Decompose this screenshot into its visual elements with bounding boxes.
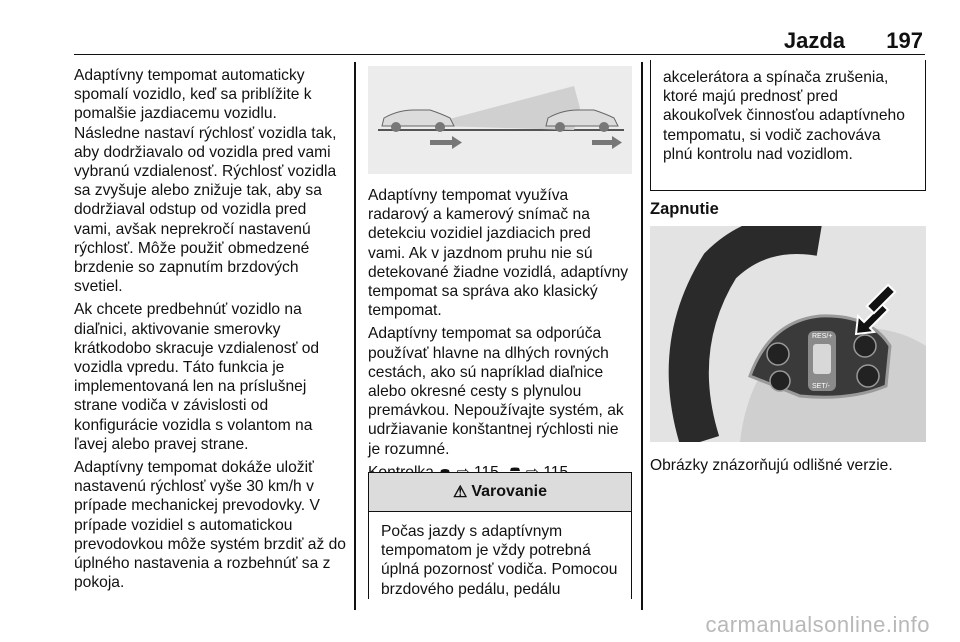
cancel-button [770,371,790,391]
warning-icon: ⚠ [453,484,468,501]
page-number: 197 [886,28,923,53]
zapnutie-heading [650,200,926,219]
distance-button [767,343,789,365]
note-text: akcelerátora a spínača zrušenia, ktoré majú prednosť pred akoukoľvek činnosťou adaptívneho tempomatu, si vodič zachováva plnú kontrolu nad vozidlom. [663,69,905,163]
paragraph: Adaptívny tempomat sa odporúča používať hlavne na dlhých rovných cestách, ako sú napríklad diaľnice alebo okresné cesty s plynulou premávkou. Nepoužívajte systém, ak udržiavanie konštantnej rýchlosti nie je rozumné. [368,325,624,458]
paragraph: Adaptívny tempomat automaticky spomalí vozidlo, keď sa priblížite k pomalšie jazdiacemu vozidlu. Následne nastaví rýchlosť vozidla tak, aby dodržiavalo od vozidla pred vami vybranú vzdialenosť. Rýchlosť vozidla sa zvyšuje alebo znižuje tak, aby sa dodržiaval odstup od vozidla pred vami, avšak neprekročí nastavenú rýchlosť. Môže použiť obmedzené brzdenie so zapnutím brzdových svetiel. [74,67,337,296]
acc-button [854,335,876,357]
warning-title: Varovanie [471,483,547,500]
column-divider [641,62,643,610]
paragraph: Ak chcete predbehnúť vozidlo na diaľnici, aktivovanie smerovky krátkodobo skracuje vzdialenosť od vozidla vpredu. Táto funkcia je implementovaná len na príslušnej strane vodiča v závislosti od konfigurácie vozidla s volantom na ľavej alebo pravej strane. [74,301,320,453]
column-2 [368,186,632,486]
steering-wheel-photo [650,226,926,442]
acc-illustration [368,66,632,174]
paragraph: Adaptívny tempomat dokáže uložiť nastavenú rýchlosť vyše 30 km/h v prípade mechanickej prevodovky. V prípade vozidiel s automatickou prevodovkou môže systém brzdiť až do úplného nastavenia a rozbehnúť sa z pokoja. [74,459,346,592]
res-label: RES/+ [812,333,833,340]
warning-box [368,472,632,599]
caption-text: Obrázky znázorňujú odlišné verzie. [650,457,893,474]
warning-continuation-box [650,60,926,191]
set-label: SET/- [812,383,830,390]
watermark: carmanualsonline.info [705,612,930,637]
figure-caption [650,456,926,475]
warning-header [369,473,631,512]
column-1 [74,66,346,596]
section-title: Jazda [783,28,845,53]
section-heading: Zapnutie [650,200,719,218]
warning-text: Počas jazdy s adaptívnym tempomatom je vždy potrebná úplná pozornosť vodiča. Pomocou brzdového pedálu, pedálu [381,523,618,598]
page-header [74,28,925,55]
paragraph: Adaptívny tempomat využíva radarový a kamerový snímač na detekciu vozidiel jazdiacich pred vami. Ak v jazdnom pruhu nie sú detekované žiadne vozidlá, adaptívny tempomat sa správa ako klasický tempomat. [368,187,629,320]
limiter-button [857,365,879,387]
column-divider [354,62,356,610]
